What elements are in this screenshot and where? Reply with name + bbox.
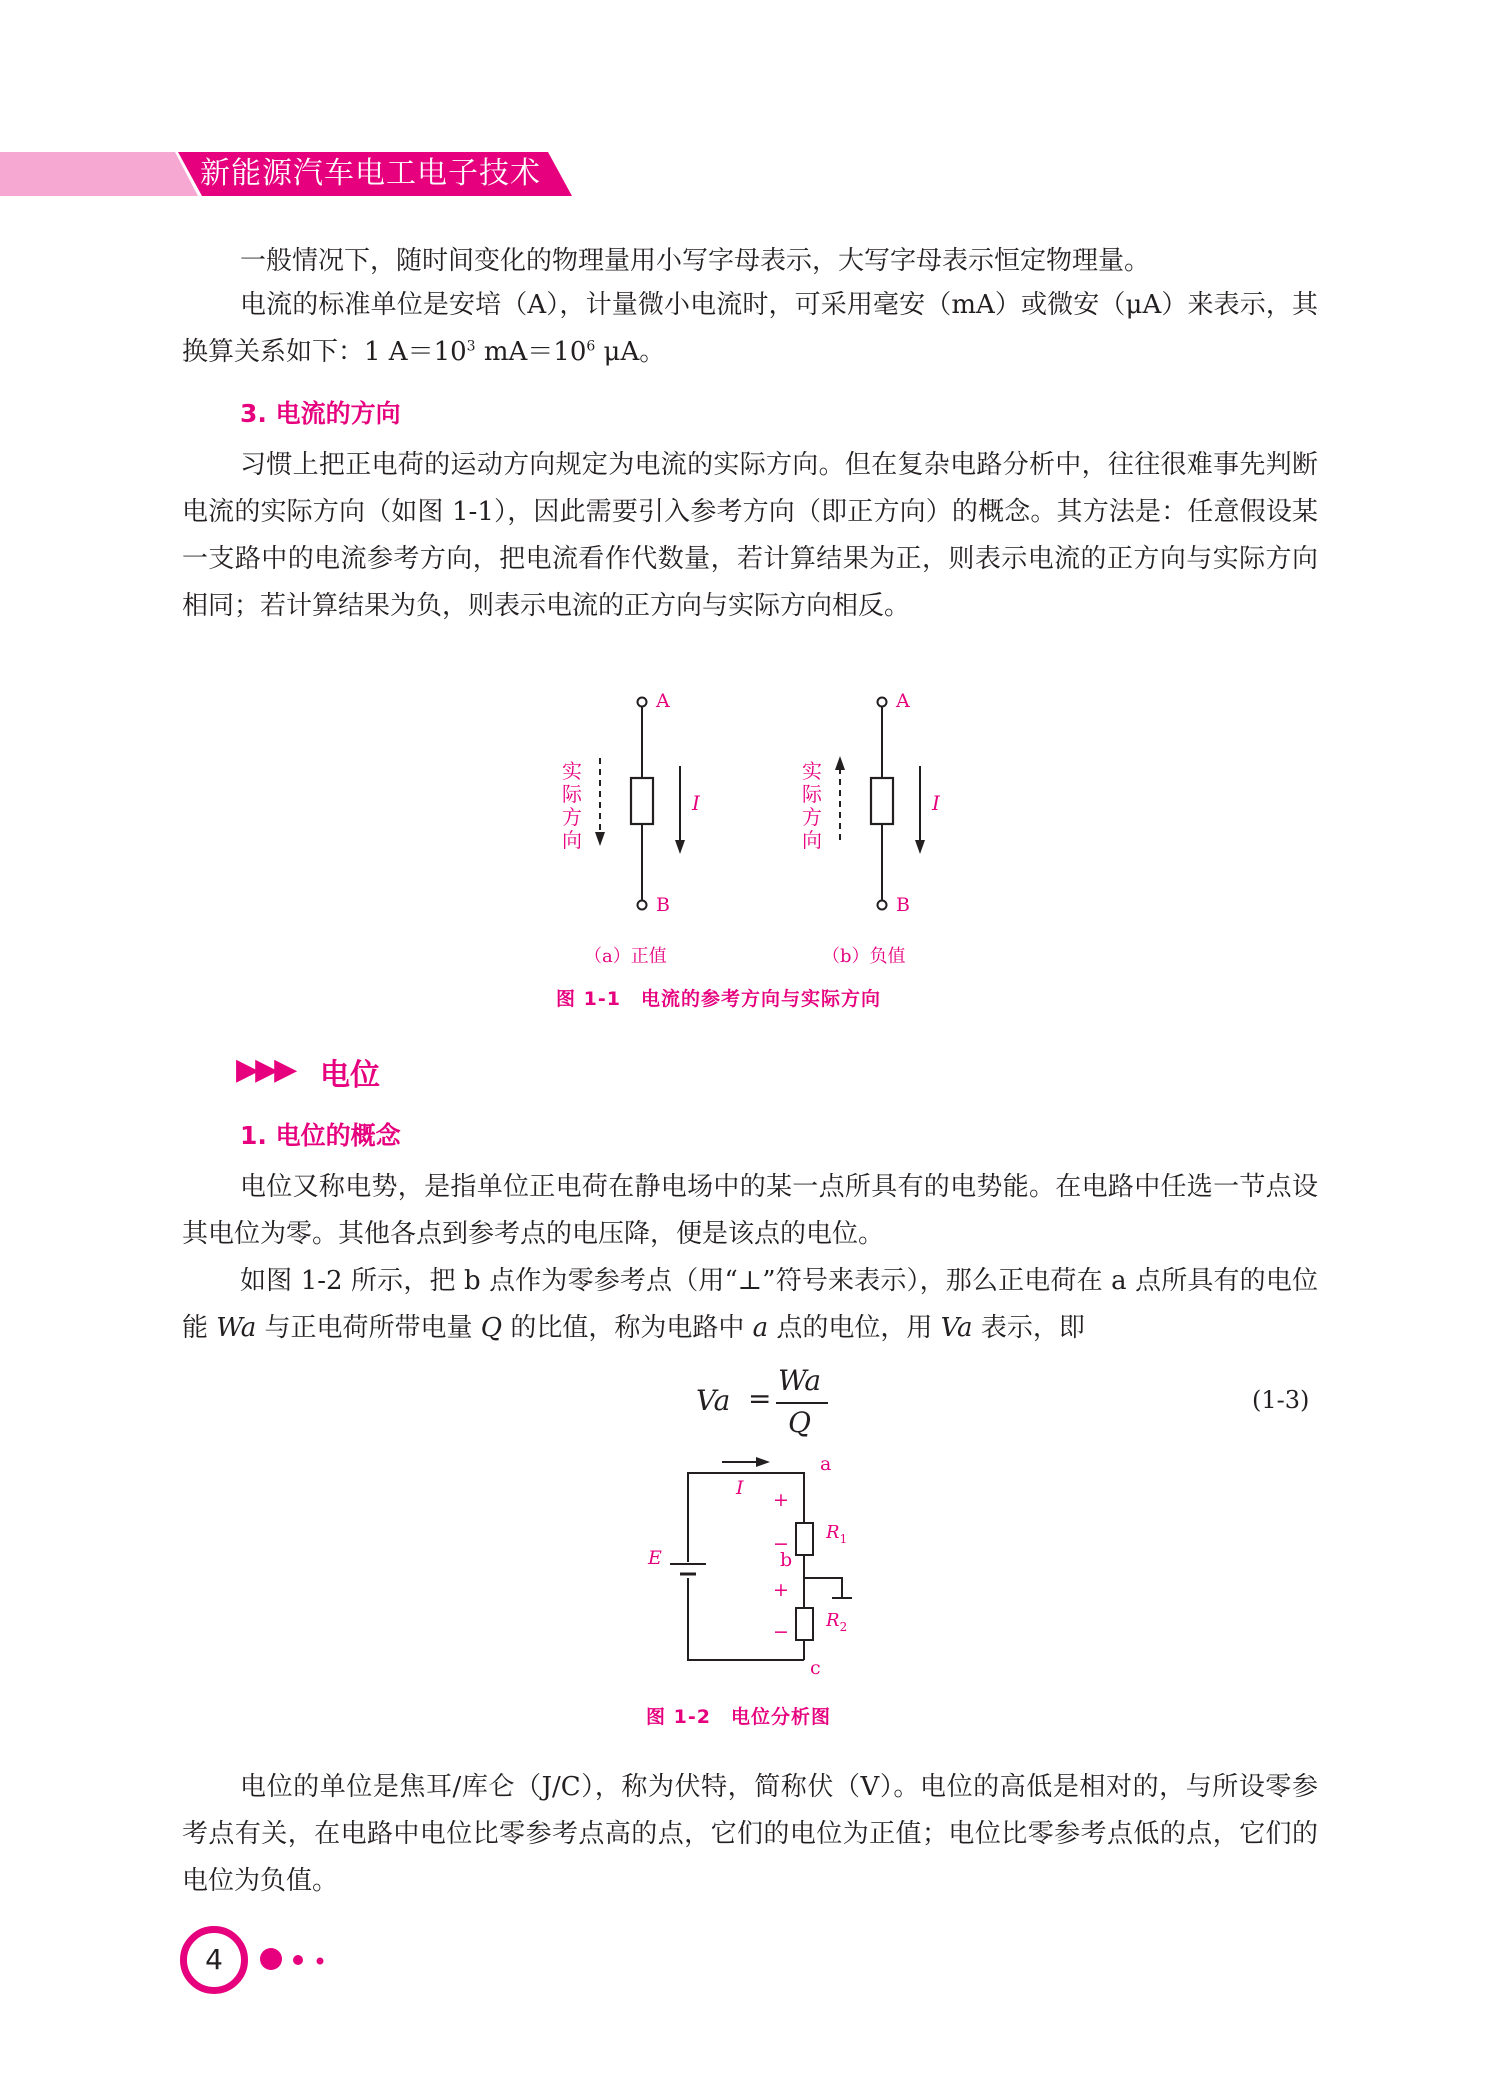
r1-plus: + <box>773 1489 789 1511</box>
node-b-label: b <box>780 1549 793 1571</box>
actual-direction-char-1-b: 实 <box>802 759 822 783</box>
current-label-a: I <box>692 791 700 815</box>
section-title-potential: 电位 <box>320 1058 380 1093</box>
r1-label: $R_1$ <box>826 1522 848 1546</box>
node-a-label-a: A <box>656 690 670 712</box>
circuit-a <box>595 698 685 910</box>
actual-direction-char-3-b: 方 <box>802 805 822 829</box>
r2-plus: + <box>773 1579 789 1601</box>
formula-lhs: Va <box>696 1384 731 1417</box>
figure-1-2-diagram <box>630 1448 870 1688</box>
formula-number: (1-3) <box>1252 1386 1310 1414</box>
r2-label: $R_2$ <box>826 1610 848 1634</box>
figure-1-1-caption: 图 1-1 电流的参考方向与实际方向 <box>556 988 881 1010</box>
figure-1-1-diagram <box>540 682 980 922</box>
actual-direction-char-2: 际 <box>562 782 582 806</box>
formula-denominator: Q <box>788 1406 811 1439</box>
paragraph-units: 电流的标准单位是安培（A），计量微小电流时，可采用毫安（mA）或微安（μA）来表示，其换算关系如下：1 $A=10^3$ $mA=10^6$ μA。 <box>182 290 1318 367</box>
actual-direction-char-3: 方 <box>562 805 582 829</box>
subfigure-a-label: （a）正值 <box>584 946 667 967</box>
formula-equals: = <box>748 1382 772 1415</box>
formula-numerator: Wa <box>778 1364 822 1397</box>
node-b-label-b: B <box>896 894 910 916</box>
node-b-label-a: B <box>656 894 670 916</box>
page-number: 4 <box>205 1943 223 1976</box>
paragraph-variables: 一般情况下，随时间变化的物理量用小写字母表示，大写字母表示恒定物理量。 <box>240 246 1151 276</box>
actual-direction-char-2-b: 际 <box>802 782 822 806</box>
heading-potential-concept: 1. 电位的概念 <box>240 1121 401 1150</box>
current-label-b: I <box>932 791 940 815</box>
r2-minus: − <box>773 1621 789 1643</box>
paragraph-reference-direction: 习惯上把正电荷的运动方向规定为电流的实际方向。但在复杂电路分析中，往往很难事先判断电流的实际方向（如图 1-1），因此需要引入参考方向（即正方向）的概念。其方法是：任意假设某一支路中的电流参考方向，把电流看作代数量，若计算结果为正，则表示电流的正方向与实际方向相同；若计算结果为负，则表示电流的正方向与实际方向相反。 <box>182 450 1318 621</box>
actual-direction-char-4: 向 <box>562 828 582 852</box>
section-arrows-icon: ▶▶▶ <box>236 1052 294 1087</box>
node-c-label: c <box>810 1657 821 1679</box>
paragraph-figure-reference: 如图 1-2 所示，把 b 点作为零参考点（用“⊥”符号来表示），那么正电荷在 a 点所具有的电位能 Wa 与正电荷所带电量 Q 的比值，称为电路中 a 点的电位，用 Va 表示，即 <box>182 1266 1318 1343</box>
current-label: I <box>736 1477 744 1499</box>
figure-1-2-caption: 图 1-2 电位分析图 <box>646 1706 831 1728</box>
paragraph-potential-unit: 电位的单位是焦耳/库仑（J/C），称为伏特，简称伏（V）。电位的高低是相对的，与所设零参考点有关，在电路中电位比零参考点高的点，它们的电位为正值；电位比零参考点低的点，它们的电位为负值。 <box>182 1772 1318 1896</box>
circuit-b <box>835 698 925 910</box>
decorative-dots-icon <box>258 1946 338 1976</box>
book-title: 新能源汽车电工电子技术 <box>200 156 541 191</box>
heading-current-direction: 3. 电流的方向 <box>240 399 401 428</box>
fraction-bar <box>776 1402 828 1404</box>
r1-minus: − <box>773 1533 789 1555</box>
node-a-label: a <box>820 1453 832 1475</box>
actual-direction-char-4-b: 向 <box>802 828 822 852</box>
formula-1-3 <box>690 1364 1030 1444</box>
emf-label: E <box>648 1547 662 1569</box>
subfigure-b-label: （b）负值 <box>822 946 906 967</box>
paragraph-potential-definition: 电位又称电势，是指单位正电荷在静电场中的某一点所具有的电势能。在电路中任选一节点设其电位为零。其他各点到参考点的电压降，便是该点的电位。 <box>182 1172 1318 1249</box>
actual-direction-char-1: 实 <box>562 759 582 783</box>
node-a-label-b: A <box>896 690 910 712</box>
